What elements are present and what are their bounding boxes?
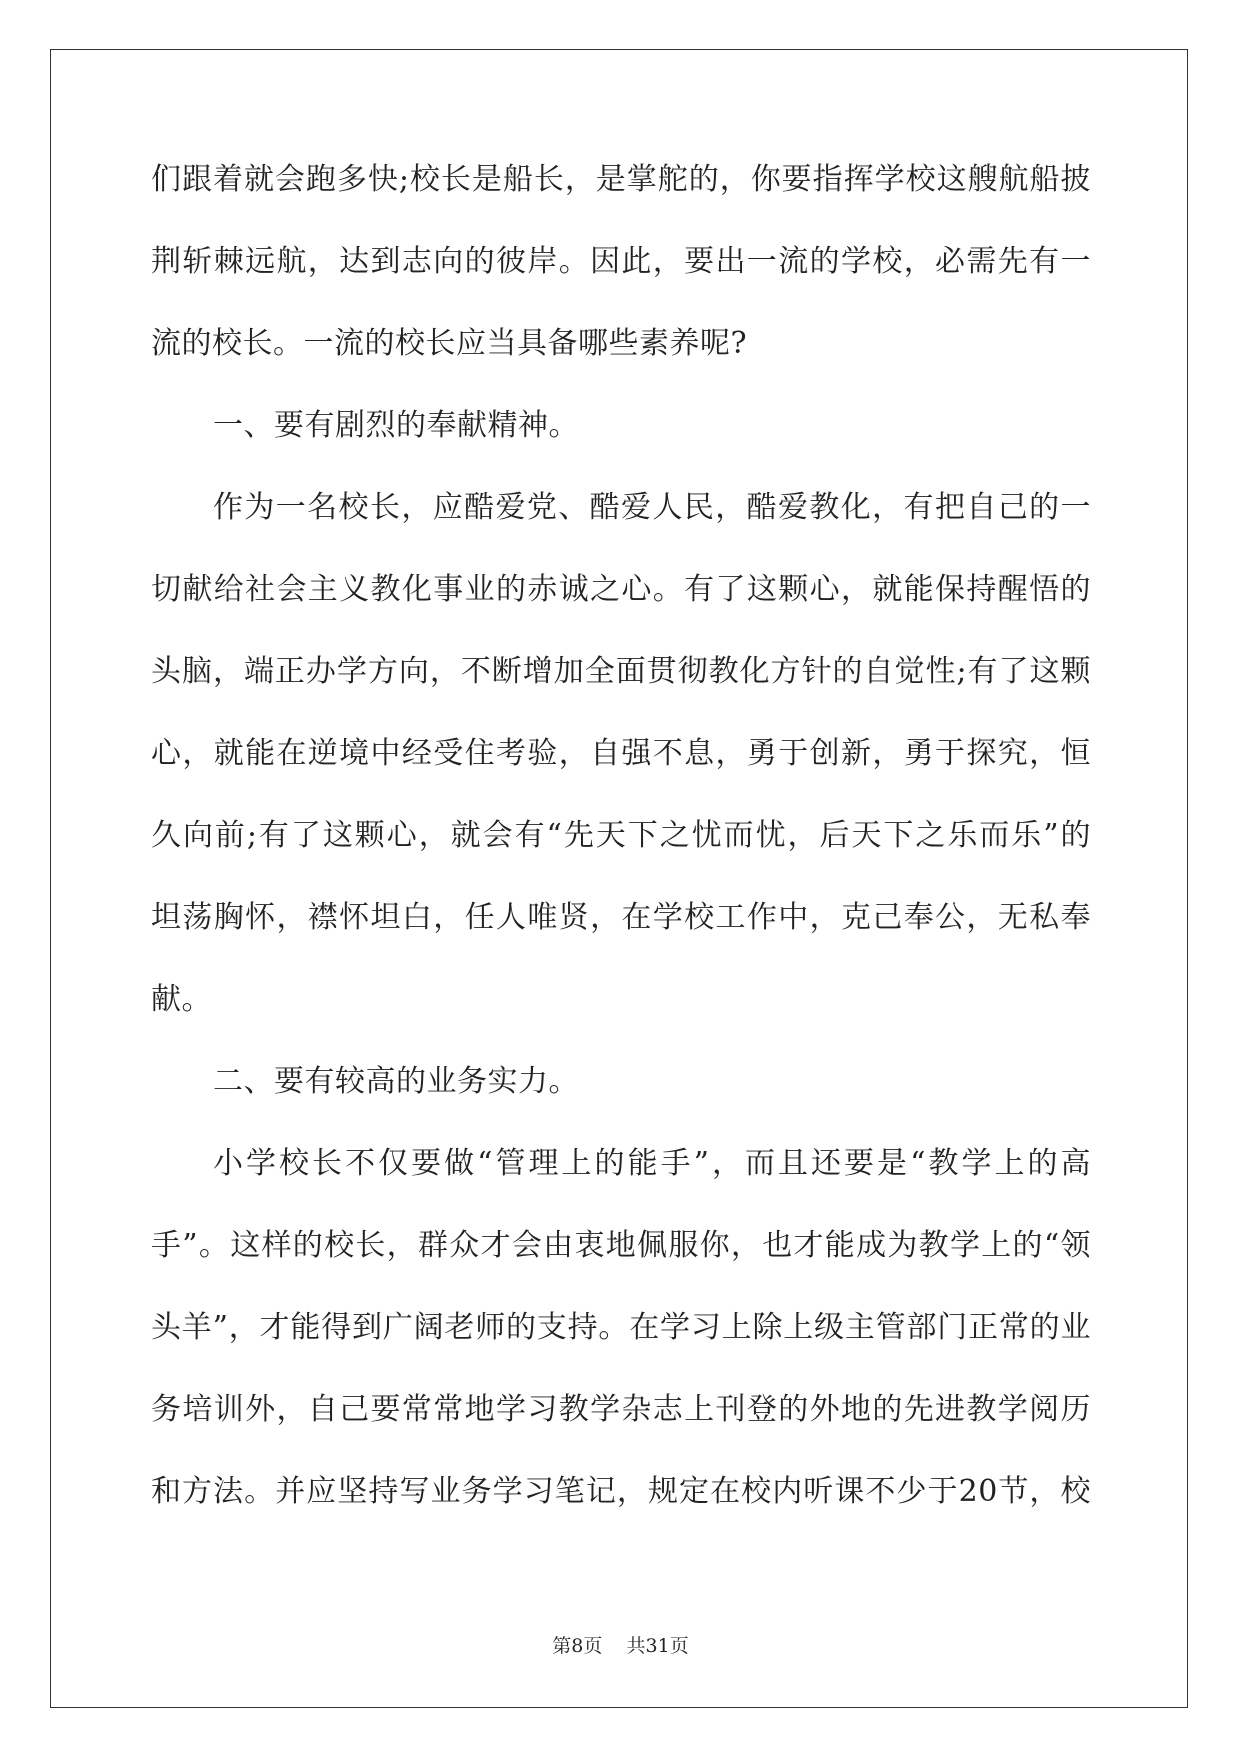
section-heading: 二、要有较高的业务实力。 [213,1064,579,1099]
body-line: 头羊”，才能得到广阔老师的支持。在学习上除上级主管部门正常的业 [151,1310,1091,1345]
body-line: 务培训外，自己要常常地学习教学杂志上刊登的外地的先进教学阅历 [151,1392,1091,1427]
body-line: 们跟着就会跑多快;校长是船长，是掌舵的，你要指挥学校这艘航船披 [151,162,1091,197]
body-line: 切献给社会主义教化事业的赤诚之心。有了这颗心，就能保持醒悟的 [151,572,1091,607]
body-line: 和方法。并应坚持写业务学习笔记，规定在校内听课不少于20节，校 [151,1474,1091,1509]
body-line: 头脑，端正办学方向，不断增加全面贯彻教化方针的自觉性;有了这颗 [151,654,1091,689]
page-total: 共31页 [626,1635,689,1657]
body-line: 流的校长。一流的校长应当具备哪些素养呢? [151,326,748,361]
body-line: 作为一名校长，应酷爱党、酷爱人民，酷爱教化，有把自己的一 [213,490,1091,525]
body-line: 坦荡胸怀，襟怀坦白，任人唯贤，在学校工作中，克己奉公，无私奉 [151,900,1091,935]
body-line: 荆斩棘远航，达到志向的彼岸。因此，要出一流的学校，必需先有一 [151,244,1091,279]
body-line: 久向前;有了这颗心，就会有“先天下之忧而忧，后天下之乐而乐”的 [151,818,1091,853]
body-line: 心，就能在逆境中经受住考验，自强不息，勇于创新，勇于探究，恒 [151,736,1091,771]
body-line: 手”。这样的校长，群众才会由衷地佩服你，也才能成为教学上的“领 [151,1228,1091,1263]
body-line: 献。 [151,982,212,1017]
document-body [151,160,1091,1554]
section-heading: 一、要有剧烈的奉献精神。 [213,408,579,443]
body-line: 小学校长不仅要做“管理上的能手”，而且还要是“教学上的高 [213,1146,1091,1181]
page-footer [0,1634,1241,1658]
page-number: 第8页 [552,1635,603,1657]
